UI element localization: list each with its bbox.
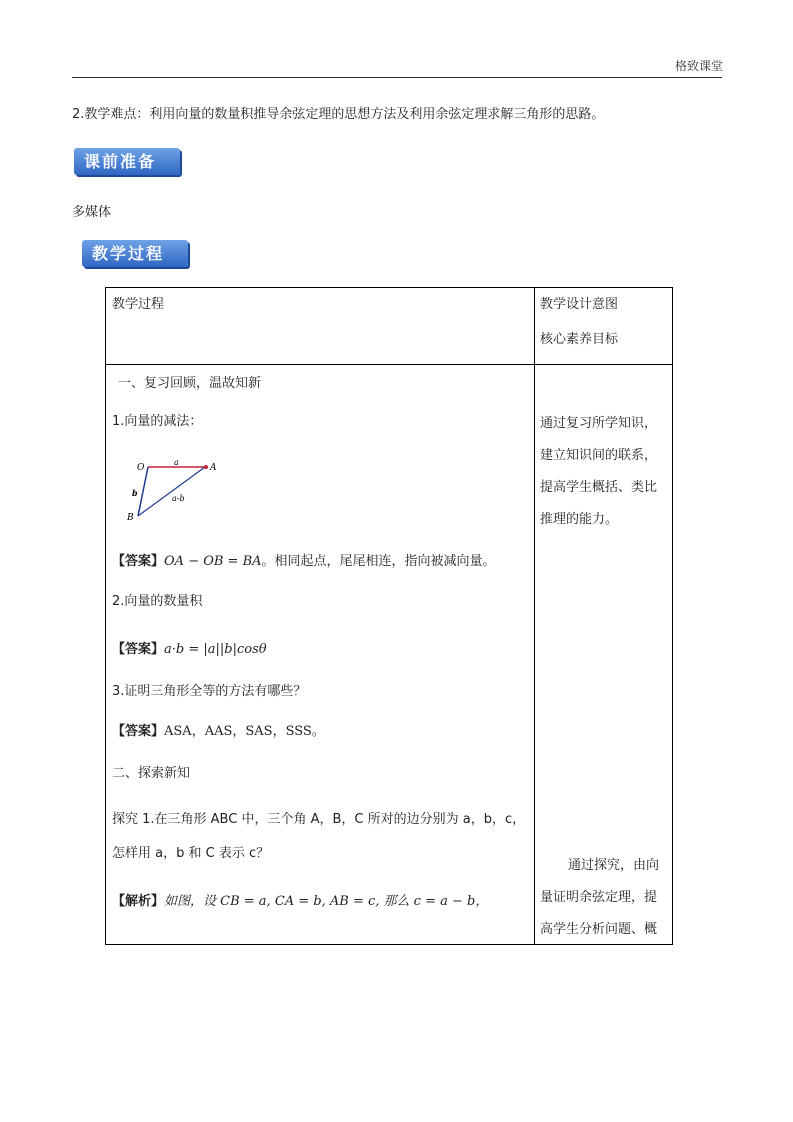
table-header-divider [106, 364, 672, 365]
explore-title: 二、探索新知 [112, 766, 191, 781]
lesson-table [105, 287, 673, 945]
explore-1-line-2: 怎样用 a，b 和 C 表示 c？ [112, 846, 270, 861]
explore-1-line-1: 探究 1.在三角形 ABC 中，三个角 A，B，C 所对的边分别为 a，b，c， [112, 812, 526, 827]
prep-section-banner: 课前准备 [74, 148, 180, 175]
header-left: 教学过程 [112, 297, 165, 312]
question-3: 3.证明三角形全等的方法有哪些？ [112, 684, 307, 699]
answer-3 [112, 720, 325, 739]
process-section-banner: 教学过程 [82, 240, 188, 267]
design-note-2: 通过探究，由向量证明余弦定理，提高学生分析问题、概 [540, 858, 660, 937]
answer-2 [112, 638, 267, 657]
answer-1-text: 。相同起点，尾尾相连，指向被减向量。 [261, 554, 496, 569]
label-O: O [137, 463, 145, 473]
review-title: 一、复习回顾，温故知新 [118, 376, 262, 391]
header-right-line2: 核心素养目标 [540, 332, 619, 347]
analysis-label: 【解析】 [112, 894, 165, 909]
label-b: b [132, 488, 138, 498]
prep-content: 多媒体 [72, 205, 112, 220]
answer-label: 【答案】 [112, 642, 165, 657]
answer-1-formula: OA − OB = BA [164, 554, 262, 569]
answer-label: 【答案】 [112, 554, 165, 569]
label-a: a [174, 458, 179, 467]
point-A-dot [204, 465, 208, 469]
label-a-minus-b: a-b [172, 494, 185, 503]
label-A: A [210, 463, 217, 473]
header-right-line1: 教学设计意图 [540, 297, 619, 312]
teaching-difficulty: 2.教学难点：利用向量的数量积推导余弦定理的思想方法及利用余弦定理求解三角形的思路。 [72, 107, 605, 122]
analysis-text: 如图，设 CB = a, CA = b, AB = c, 那么 c = a − b， [164, 894, 489, 909]
answer-1 [112, 550, 496, 569]
brand-label: 格致课堂 [674, 59, 723, 73]
label-B: B [127, 513, 134, 523]
question-2: 2.向量的数量积 [112, 594, 203, 609]
answer-3-text: ASA，AAS，SAS，SSS。 [164, 724, 325, 739]
analysis [112, 890, 488, 909]
answer-label: 【答案】 [112, 724, 165, 739]
table-column-divider [534, 288, 535, 944]
design-note-1: 通过复习所学知识，建立知识间的联系，提高学生概括、类比推理的能力。 [540, 416, 658, 527]
vector-amb-line [138, 467, 205, 516]
header-divider [72, 77, 722, 78]
question-1: 1.向量的减法： [112, 414, 203, 429]
vector-b-line [138, 467, 148, 516]
vector-subtraction-diagram [118, 456, 228, 528]
answer-2-formula: a·b = |a||b|cosθ [164, 642, 267, 657]
